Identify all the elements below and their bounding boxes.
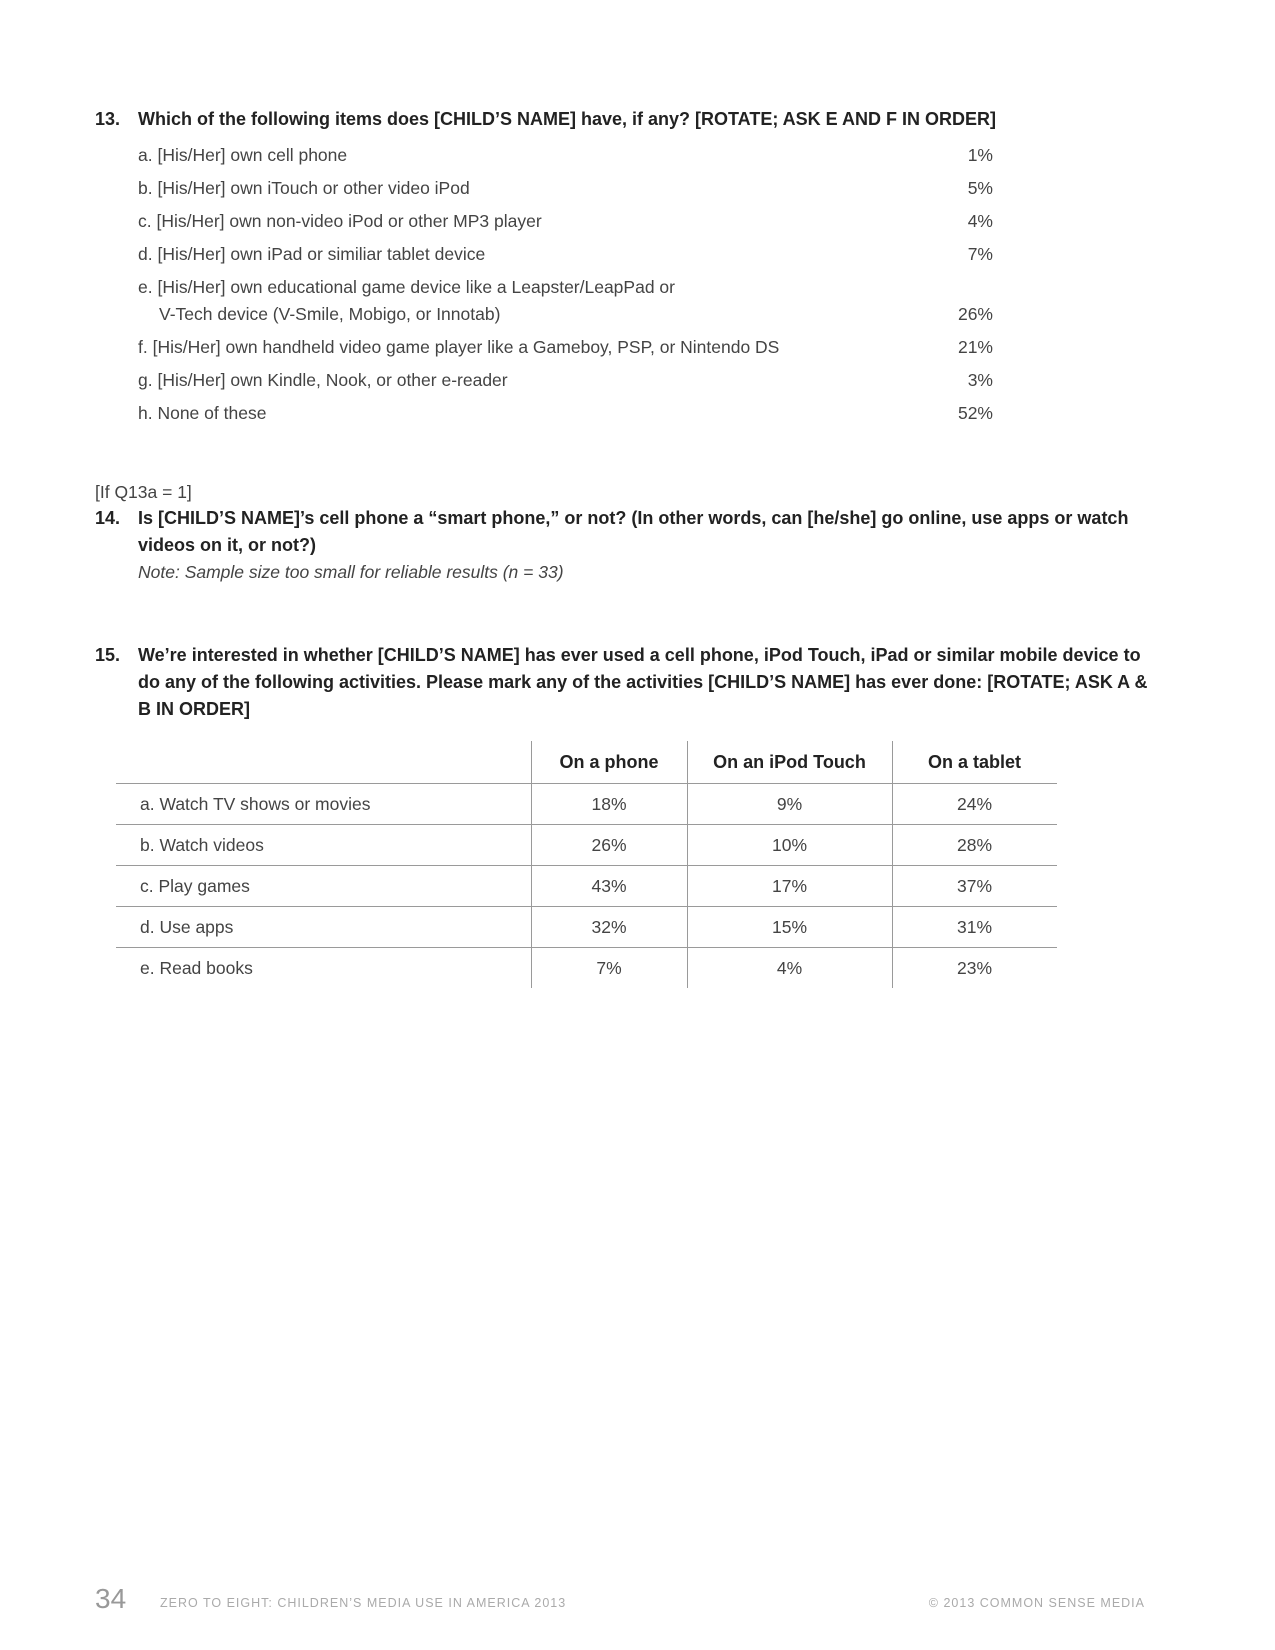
item-value: 4% [967, 211, 993, 231]
item-label: g. [His/Her] own Kindle, Nook, or other e-reader [138, 370, 508, 390]
cell-phone: 43% [531, 866, 687, 907]
item-value: 1% [967, 145, 993, 165]
cell-tablet: 28% [892, 825, 1057, 866]
table-row [116, 784, 1057, 825]
column-header-tablet: On a tablet [892, 741, 1057, 784]
item-label: c. [His/Her] own non-video iPod or other MP3 player [138, 211, 542, 231]
list-item [138, 274, 993, 328]
page-number: 34 [95, 1583, 127, 1614]
cell-tablet: 24% [892, 784, 1057, 825]
item-label: b. [His/Her] own iTouch or other video iPod [138, 178, 470, 198]
item-label: h. None of these [138, 403, 267, 423]
question-text: Is [CHILD’S NAME]’s cell phone a “smart phone,” or not? (In other words, can [he/she] go online, use apps or watch videos on it, or not?) [138, 508, 1129, 555]
cell-tablet: 37% [892, 866, 1057, 907]
list-item [138, 241, 993, 268]
table-row [116, 866, 1057, 907]
activities-table [116, 741, 1057, 988]
footer-report-title: ZERO TO EIGHT: CHILDREN’S MEDIA USE IN AMERICA 2013 [160, 1596, 567, 1610]
table-header-row [116, 741, 1057, 784]
row-label: a. Watch TV shows or movies [116, 784, 531, 825]
question-13-title [95, 106, 1155, 133]
cell-ipod: 4% [687, 948, 892, 989]
question-15-title [95, 642, 1155, 723]
question-text: We’re interested in whether [CHILD’S NAME] has ever used a cell phone, iPod Touch, iPad or similar mobile device to do any of the following activities. Please mark any of the activities [CHILD’S NAME] has ever done: [ROTATE; ASK A & B IN ORDER] [138, 645, 1148, 719]
table-row [116, 948, 1057, 989]
item-value: 7% [967, 244, 993, 264]
cell-ipod: 9% [687, 784, 892, 825]
question-15 [95, 642, 1155, 723]
column-header-ipod: On an iPod Touch [687, 741, 892, 784]
item-label: a. [His/Her] own cell phone [138, 145, 348, 165]
question-14-filter: [If Q13a = 1] [95, 482, 192, 502]
question-13-items [138, 142, 993, 427]
item-label-line-1: e. [His/Her] own educational game device like a Leapster/LeapPad or [138, 277, 675, 297]
item-label: f. [His/Her] own handheld video game player like a Gameboy, PSP, or Nintendo DS [138, 337, 780, 357]
cell-ipod: 17% [687, 866, 892, 907]
question-14-note: Note: Sample size too small for reliable results (n = 33) [138, 562, 564, 582]
table-row [116, 825, 1057, 866]
question-13 [95, 106, 1155, 433]
item-value: 5% [967, 178, 993, 198]
question-14 [95, 505, 1155, 586]
item-label-line-2: V-Tech device (V-Smile, Mobigo, or Innotab) [159, 304, 501, 324]
list-item [138, 367, 993, 394]
cell-phone: 7% [531, 948, 687, 989]
question-number: 14. [95, 508, 121, 528]
cell-ipod: 15% [687, 907, 892, 948]
item-value: 21% [957, 337, 993, 357]
column-header-phone: On a phone [531, 741, 687, 784]
list-item [138, 142, 993, 169]
cell-phone: 18% [531, 784, 687, 825]
cell-phone: 26% [531, 825, 687, 866]
list-item [138, 208, 993, 235]
question-number: 13. [95, 109, 121, 129]
row-label: c. Play games [116, 866, 531, 907]
row-label: b. Watch videos [116, 825, 531, 866]
question-text: Which of the following items does [CHILD’S NAME] have, if any? [ROTATE; ASK E AND F IN ORDER] [138, 109, 997, 129]
list-item [138, 175, 993, 202]
row-label: d. Use apps [116, 907, 531, 948]
list-item [138, 400, 993, 427]
footer-copyright: © 2013 COMMON SENSE MEDIA [928, 1596, 1145, 1610]
cell-tablet: 31% [892, 907, 1057, 948]
cell-tablet: 23% [892, 948, 1057, 989]
item-label: d. [His/Her] own iPad or similiar tablet device [138, 244, 486, 264]
item-value: 26% [957, 304, 993, 324]
list-item [138, 334, 993, 361]
cell-phone: 32% [531, 907, 687, 948]
cell-ipod: 10% [687, 825, 892, 866]
item-value: 52% [957, 403, 993, 423]
question-14-title [95, 505, 1155, 559]
item-label [138, 274, 913, 328]
row-label: e. Read books [140, 957, 253, 978]
column-header-activity [116, 741, 531, 784]
question-number: 15. [95, 645, 121, 665]
table-row [116, 907, 1057, 948]
item-value: 3% [967, 370, 993, 390]
